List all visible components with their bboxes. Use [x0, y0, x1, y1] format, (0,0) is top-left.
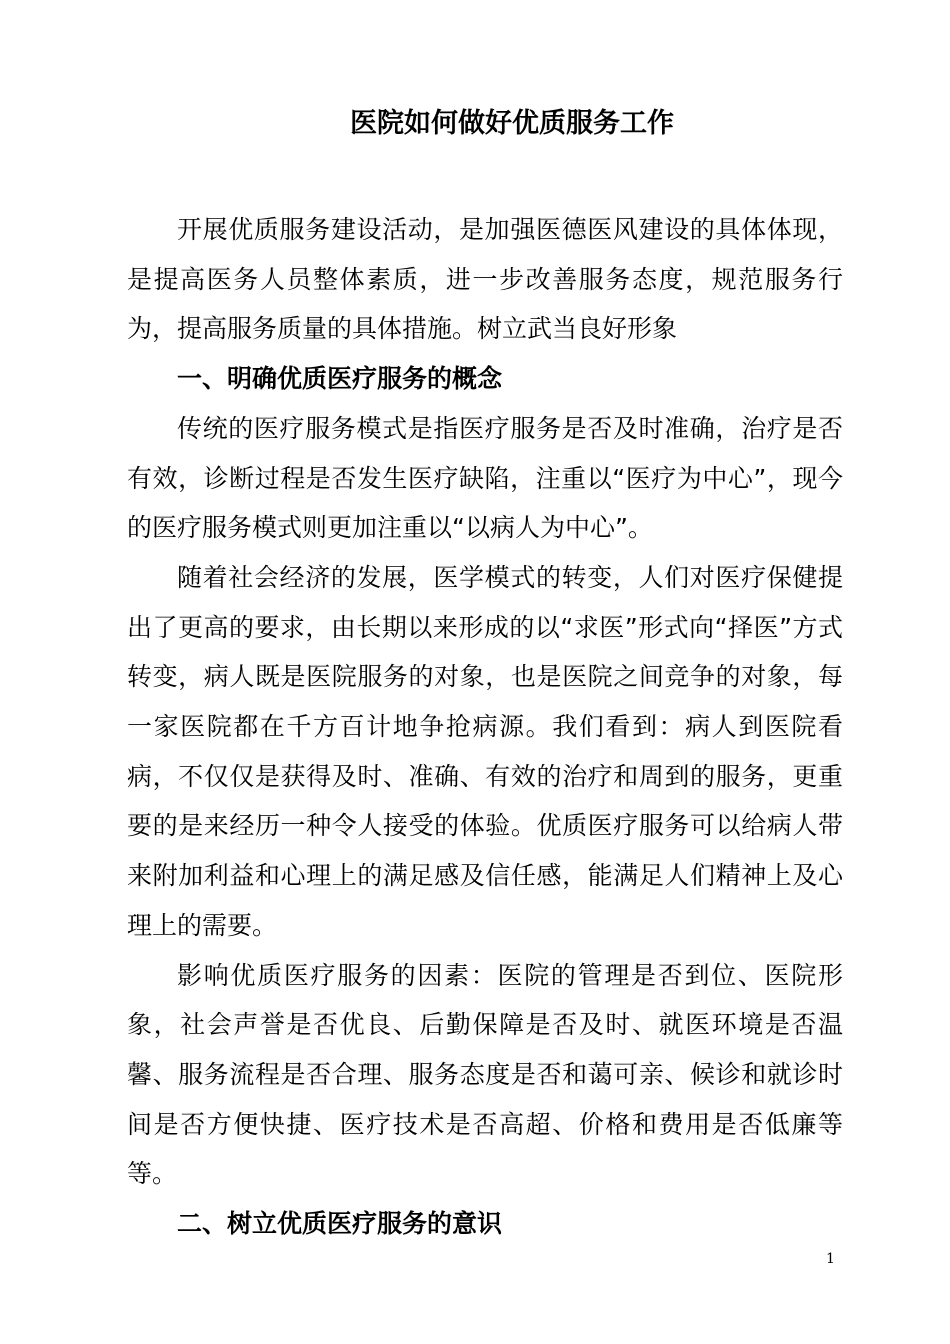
intro-paragraph: 开展优质服务建设活动，是加强医德医风建设的具体体现，是提高医务人员整体素质，进一步改善服务态度，规范服务行为，提高服务质量的具体措施。树立武当良好形象 — [127, 215, 843, 344]
section-heading-1: 一、明确优质医疗服务的概念 — [177, 364, 503, 394]
section1-paragraph-1: 传统的医疗服务模式是指医疗服务是否及时准确，治疗是否有效，诊断过程是否发生医疗缺陷，注重以“医疗为中心”，现今的医疗服务模式则更加注重以“以病人为中心”。 — [127, 413, 843, 543]
section-heading-2: 二、树立优质医疗服务的意识 — [177, 1209, 503, 1239]
document-title: 医院如何做好优质服务工作 — [350, 108, 674, 139]
section1-paragraph-3: 影响优质医疗服务的因素：医院的管理是否到位、医院形象，社会声誉是否优良、后勤保障是否及时、就医环境是否温馨、服务流程是否合理、服务态度是否和蔼可亲、候诊和就诊时间是否方便快捷、医疗技术是否高超、价格和费用是否低廉等等。 — [127, 960, 843, 1189]
page-number: 1 — [826, 1251, 835, 1267]
document-body — [127, 205, 843, 1249]
section1-paragraph-2: 随着社会经济的发展，医学模式的转变，人们对医疗保健提出了更高的要求，由长期以来形成的以“求医”形式向“择医”方式转变，病人既是医院服务的对象，也是医院之间竞争的对象，每一家医院都在千方百计地争抢病源。我们看到：病人到医院看病，不仅仅是获得及时、准确、有效的治疗和周到的服务，更重要的是来经历一种令人接受的体验。优质医疗服务可以给病人带来附加利益和心理上的满足感及信任感，能满足人们精神上及心理上的需要。 — [127, 562, 843, 940]
